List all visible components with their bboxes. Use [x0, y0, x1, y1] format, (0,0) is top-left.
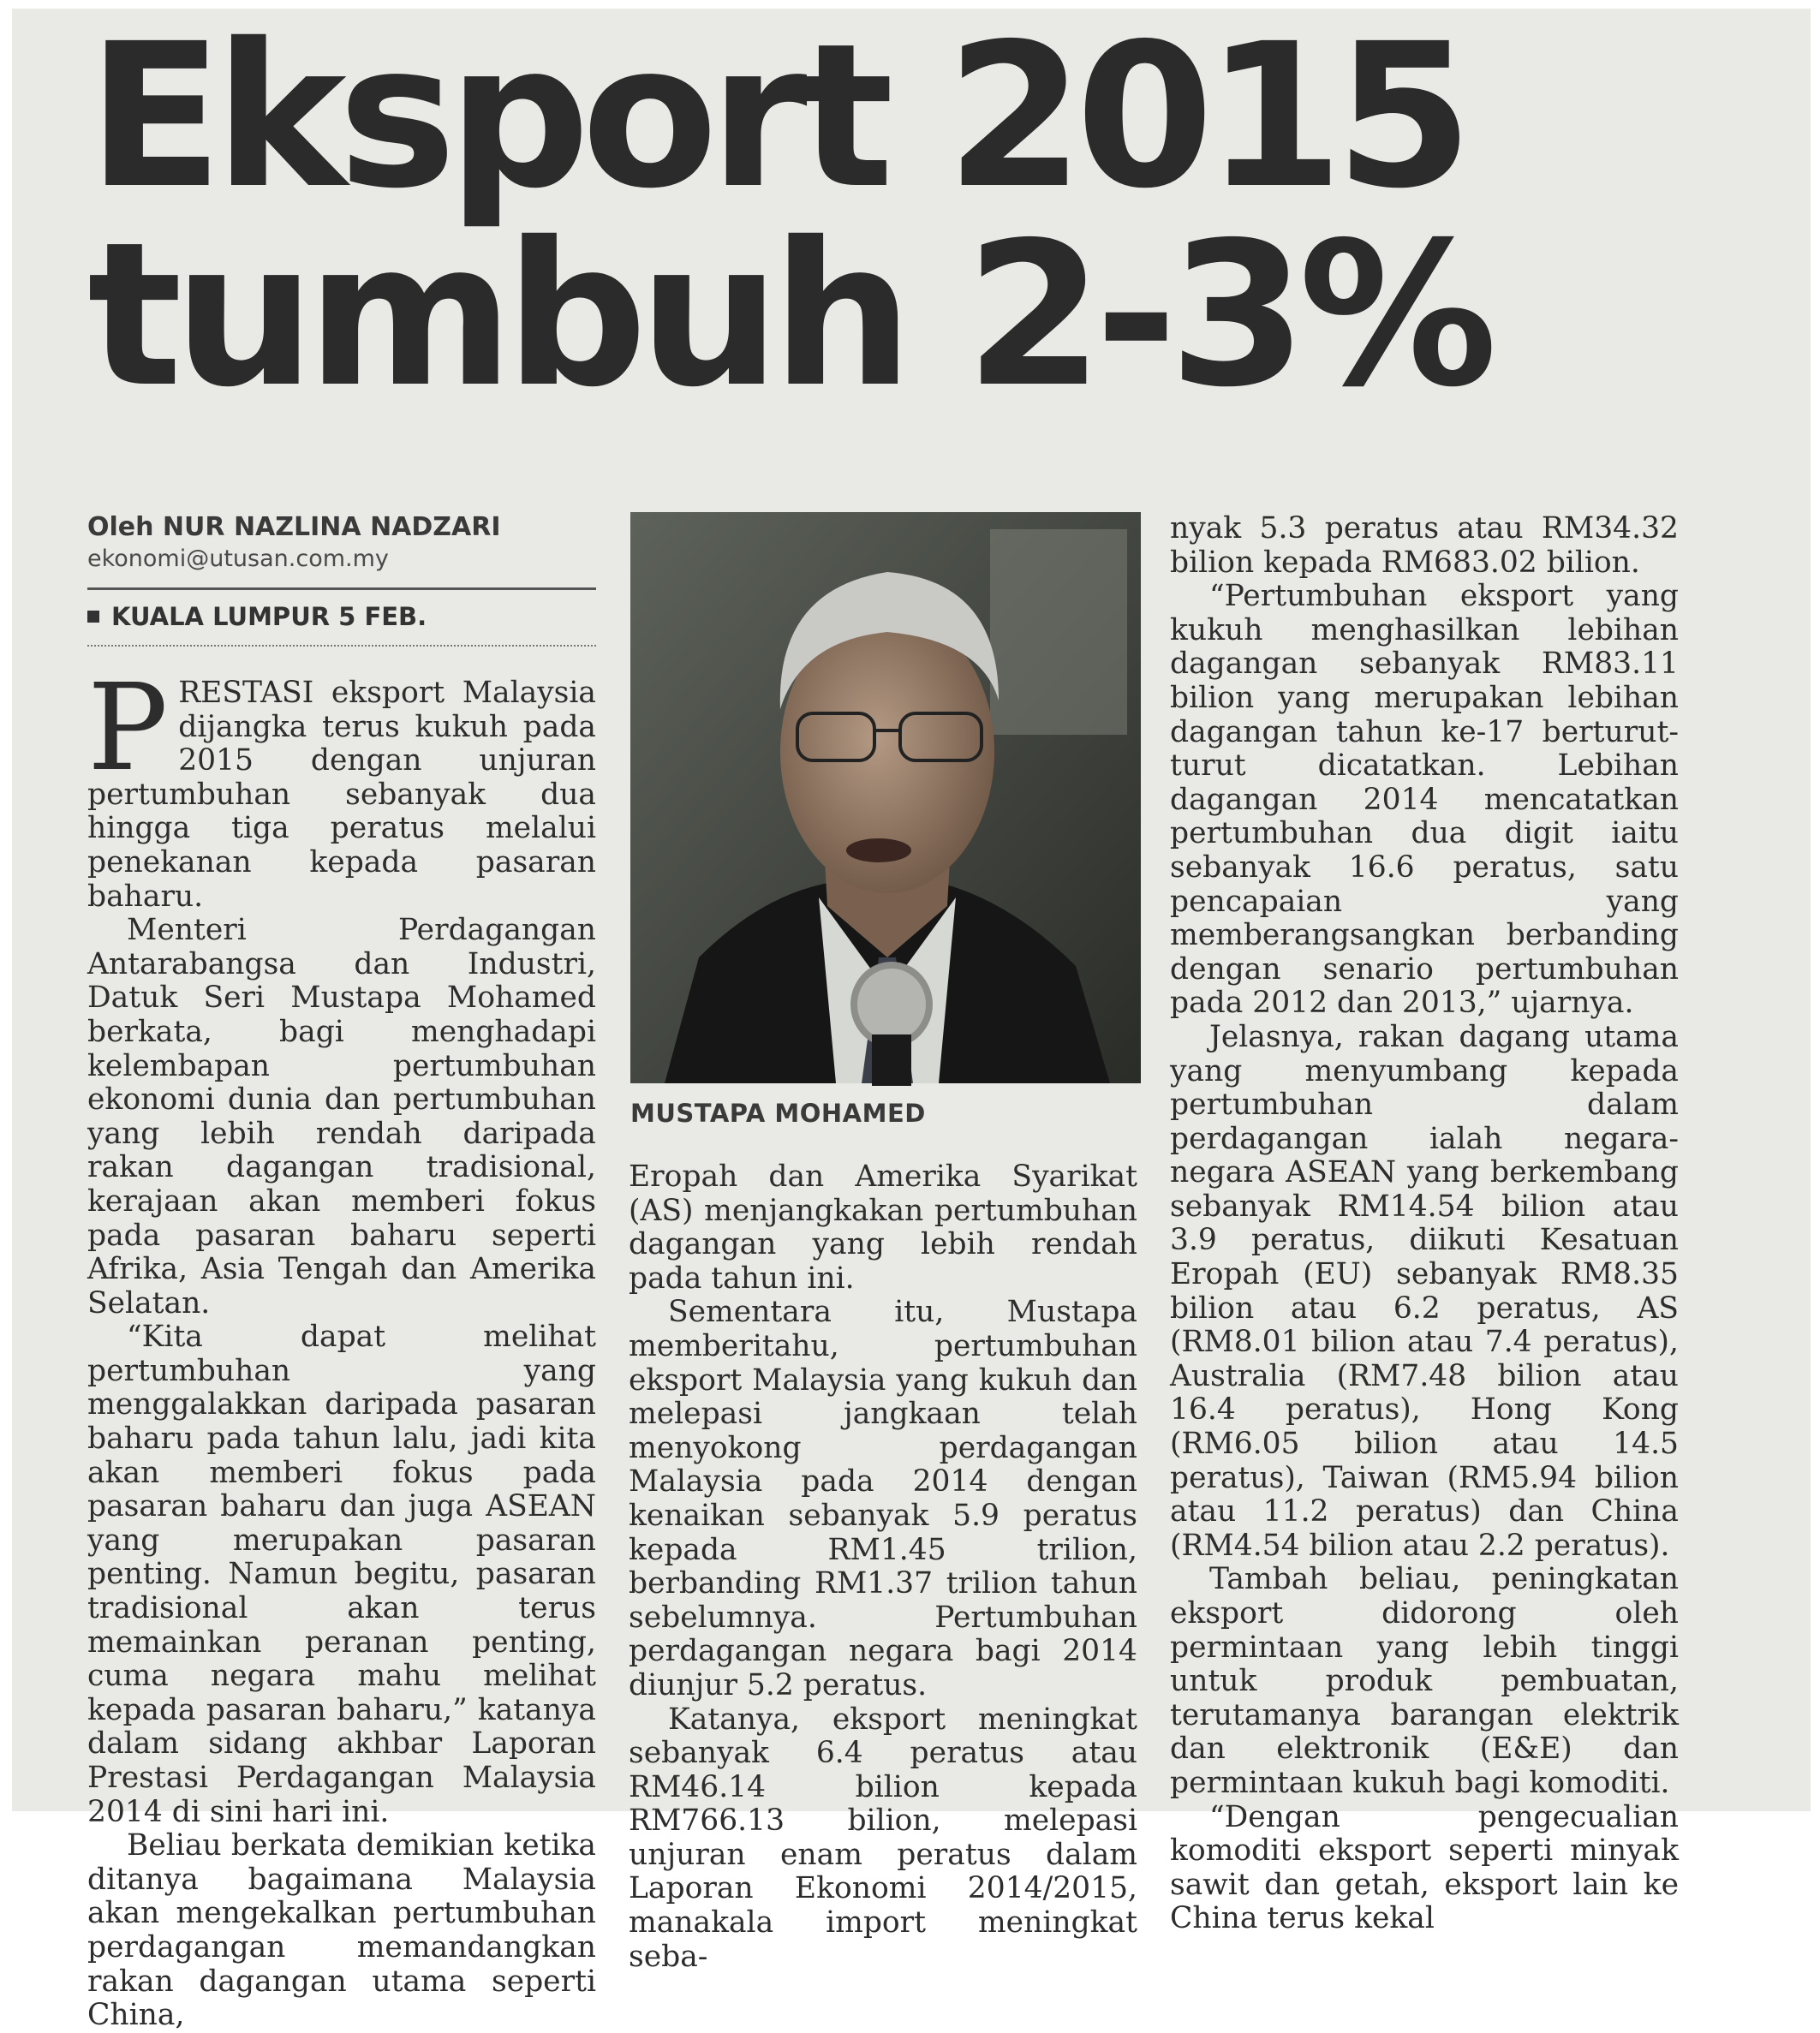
article-paragraph: Beliau berkata demikian ketika ditanya bagaimana Malaysia akan mengekalkan pertumbuhan perdagangan memandangkan rakan dagangan utama seperti China, [87, 1828, 596, 2033]
portrait-photo [630, 512, 1141, 1083]
article-paragraph: nyak 5.3 peratus atau RM34.32 bilion kepada RM683.02 bilion. [1170, 511, 1679, 580]
article-paragraph: Eropah dan Amerika Syarikat (AS) menjangkakan pertumbuhan dagangan yang lebih rendah pada tahun ini. [629, 1160, 1137, 1296]
drop-cap: P [87, 659, 169, 798]
dateline-text: KUALA LUMPUR 5 FEB. [111, 602, 427, 631]
headline [87, 1, 1489, 431]
article-column-1 [87, 659, 596, 2033]
bullet-square-icon [87, 611, 99, 623]
dotted-divider [87, 645, 596, 647]
photo-caption: MUSTAPA MOHAMED [630, 1099, 926, 1128]
article-paragraph: Menteri Perdagangan Antarabangsa dan Industri, Datuk Seri Mustapa Mohamed berkata, bagi menghadapi kelembapan pertumbuhan ekonomi dunia dan pertumbuhan yang lebih rendah daripada rakan dagangan tradisional, kerajaan akan memberi fokus pada pasaran baharu seperti Afrika, Asia Tengah dan Amerika Selatan. [87, 913, 596, 1321]
article-paragraph: Katanya, eksport meningkat sebanyak 6.4 peratus atau RM46.14 bilion kepada RM766.13 bilion, melepasi unjuran enam peratus dalam Laporan Ekonomi 2014/2015, manakala import meningkat seba- [629, 1702, 1137, 1974]
headline-line-1: Eksport 2015 [87, 1, 1465, 232]
byline [87, 512, 596, 647]
article-paragraph: “Pertumbuhan eksport yang kukuh menghasilkan lebihan dagangan sebanyak RM83.11 bilion yang merupakan lebihan dagangan tahun ke-17 berturut-turut dicatatkan. Lebihan dagangan 2014 mencatatkan pertumbuhan dua digit iaitu sebanyak 16.6 peratus, satu pencapaian yang memberangsangkan berbanding dengan senario pertumbuhan pada 2012 dan 2013,” ujarnya. [1170, 579, 1679, 1021]
article-paragraph: “Dengan pengecualian komoditi eksport seperti minyak sawit dan getah, eksport lain ke China terus kekal [1170, 1799, 1679, 1936]
author-name: Oleh NUR NAZLINA NADZARI [87, 512, 501, 542]
portrait-illustration [630, 512, 1141, 1083]
headline-line-2: tumbuh 2-3% [87, 200, 1489, 431]
article-paragraph: “Kita dapat melihat pertumbuhan yang menggalakkan daripada pasaran baharu pada tahun lalu, jadi kita akan memberi fokus pada pasaran baharu dan juga ASEAN yang merupakan pasaran penting. Namun begitu, pasaran tradisional akan terus memainkan peranan penting, cuma negara mahu melihat kepada pasaran baharu,” katanya dalam sidang akhbar Laporan Prestasi Perdagangan Malaysia 2014 di sini hari ini. [87, 1320, 596, 1829]
byline-divider [87, 587, 596, 590]
article-paragraph: Tambah beliau, peningkatan eksport didorong oleh permintaan yang lebih tinggi untuk produk pembuatan, terutamanya barangan elektrik dan elektronik (E&E) dan permintaan kukuh bagi komoditi. [1170, 1562, 1679, 1800]
dateline [87, 602, 596, 631]
article-column-2 [629, 1160, 1137, 1974]
paragraph-text: RESTASI eksport Malaysia dijangka terus kukuh pada 2015 dengan unjuran pertumbuhan sebanyak dua hingga tiga peratus melalui penekanan kepada pasaran baharu. [87, 676, 596, 914]
article-paragraph [87, 659, 596, 914]
author-email: ekonomi@utusan.com.my [87, 546, 389, 572]
newspaper-page [12, 1, 1811, 2033]
article-paragraph: Jelasnya, rakan dagang utama yang menyumbang kepada pertumbuhan dalam perdagangan ialah negara-negara ASEAN yang berkembang sebanyak RM14.54 bilion atau 3.9 peratus, diikuti Kesatuan Eropah (EU) sebanyak RM8.35 bilion atau 6.2 peratus, AS (RM8.01 bilion atau 7.4 peratus), Australia (RM7.48 bilion atau 16.4 peratus), Hong Kong (RM6.05 bilion atau 14.5 peratus), Taiwan (RM5.94 bilion atau 11.2 peratus) dan China (RM4.54 bilion atau 2.2 peratus). [1170, 1019, 1679, 1563]
article-paragraph: Sementara itu, Mustapa memberitahu, pertumbuhan eksport Malaysia yang kukuh dan melepasi jangkaan telah menyokong perdagangan Malaysia pada 2014 dengan kenaikan sebanyak 5.9 peratus kepada RM1.45 trilion, berbanding RM1.37 trilion tahun sebelumnya. Pertumbuhan perdagangan negara bagi 2014 diunjur 5.2 peratus. [629, 1295, 1137, 1702]
article-column-3 [1170, 512, 1679, 1936]
